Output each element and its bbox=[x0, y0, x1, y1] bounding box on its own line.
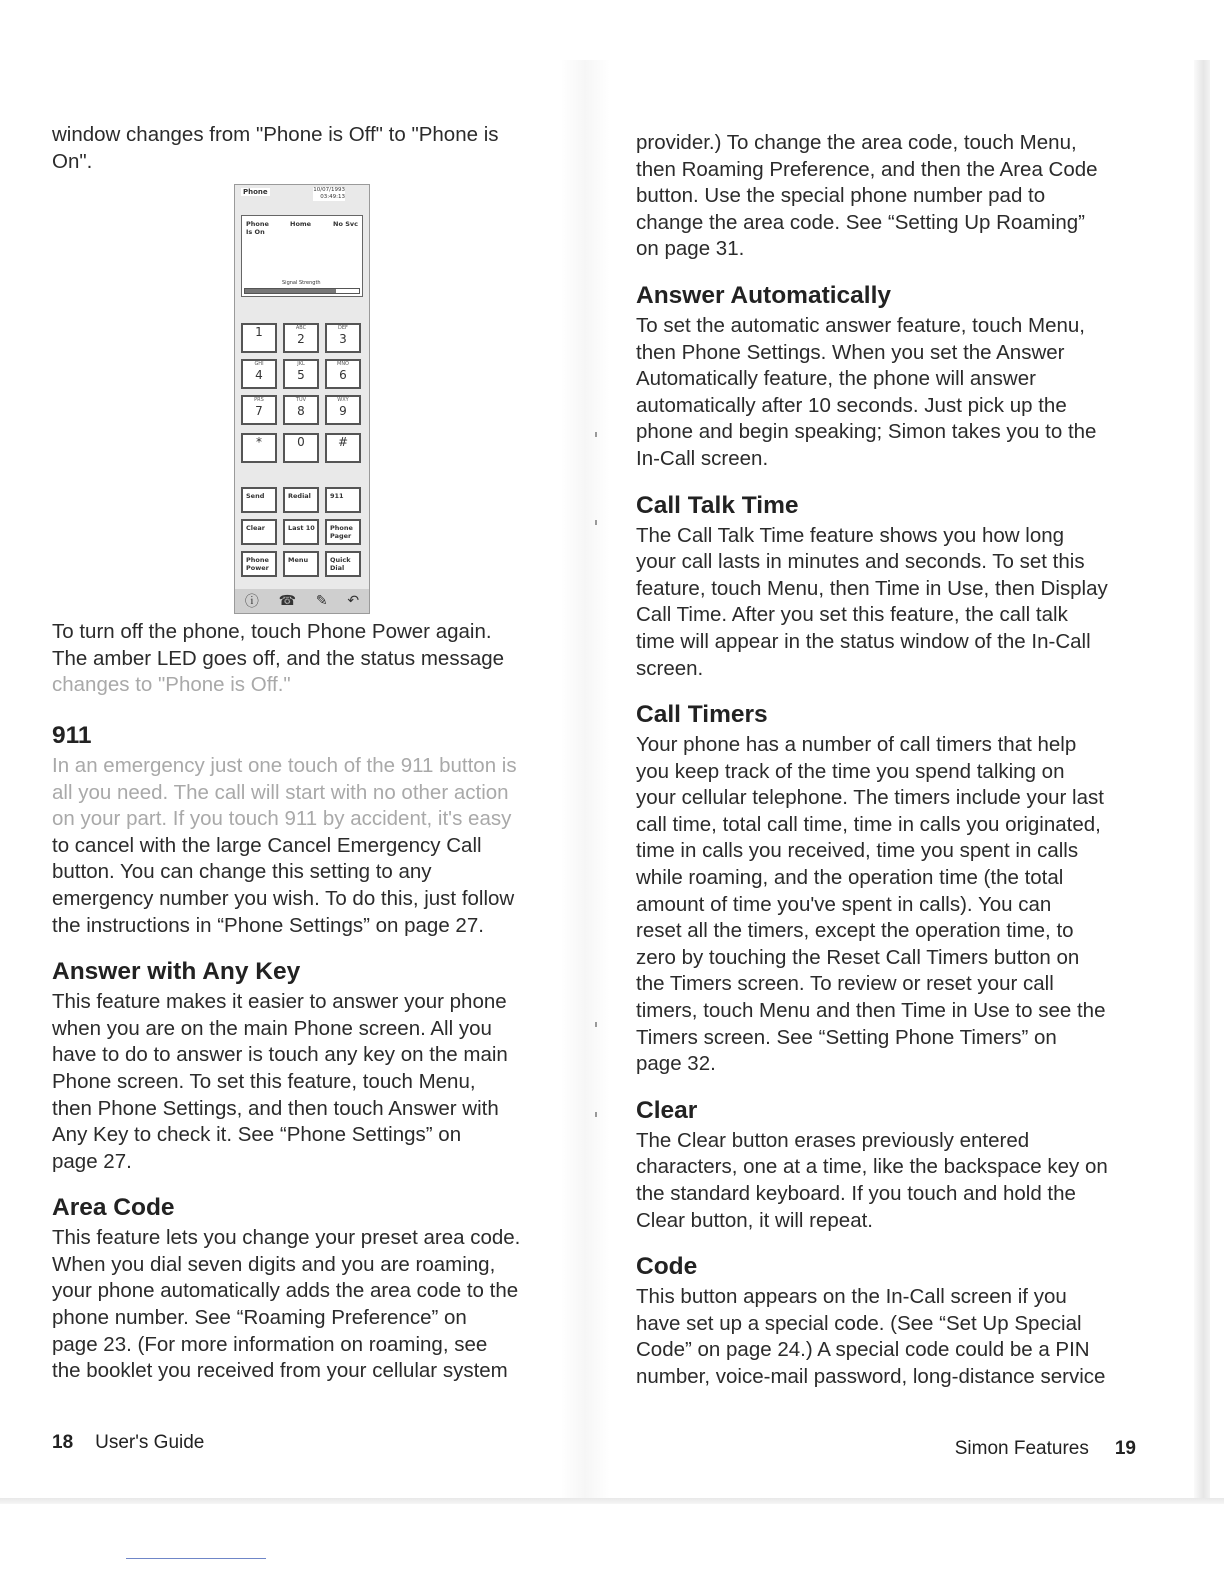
key-0[interactable]: 0 bbox=[283, 433, 319, 463]
clear-button[interactable]: Clear bbox=[241, 519, 277, 545]
page-edge bbox=[1194, 60, 1210, 1500]
key-4[interactable]: GHI 4 bbox=[241, 359, 277, 389]
signal-strength-label: Signal Strength bbox=[282, 280, 321, 286]
section-answer-automatically-text: To set the automatic answer feature, touch Menu, then Phone Settings. When you set the Answer Automatically feature, the phone will answer automatically after 10 seconds. Just pick up the phone and begin speaking; Simon takes you to the In-Call screen. bbox=[636, 313, 1097, 470]
last-10-button[interactable]: Last 10 bbox=[283, 519, 319, 545]
back-arrow-icon[interactable]: ↶ bbox=[347, 593, 360, 609]
scan-tick bbox=[595, 432, 597, 437]
power-off-text: To turn off the phone, touch Phone Power again. The amber LED goes off, and the status message changes to "Phone is Off." bbox=[52, 620, 505, 697]
phone-pager-button[interactable]: Phone Pager bbox=[325, 519, 361, 545]
section-heading-area-code: Area Code bbox=[52, 1194, 175, 1222]
service-indicator: No Svc bbox=[333, 220, 358, 228]
phone-icon[interactable]: ☎ bbox=[278, 593, 297, 609]
page-bottom-edge bbox=[0, 1498, 1224, 1504]
signal-strength-bar bbox=[244, 288, 360, 294]
key-7[interactable]: PRS 7 bbox=[241, 395, 277, 425]
section-area-code-text: This feature lets you change your preset area code. When you dial seven digits and you are roaming, your phone automatically adds the area code to the phone number. See “Roaming Preference” on page 23. (For more information on roaming, see the booklet you received from your cellular system bbox=[52, 1226, 521, 1383]
page-spread-shadow bbox=[560, 60, 610, 1500]
scan-tick bbox=[595, 1112, 597, 1117]
emergency-911-button[interactable]: 911 bbox=[325, 487, 361, 513]
left-footer-label: User's Guide bbox=[95, 1432, 205, 1453]
key-1[interactable]: 1 bbox=[241, 323, 277, 353]
right-footer-label: Simon Features bbox=[954, 1438, 1089, 1459]
section-call-timers-text: Your phone has a number of call timers that help you keep track of the time you spend talking on your cellular telephone. The timers include your last call time, total call time, time in calls you originated, time in calls you received, time you spent in calls while roaming, and the operation time (the total amount of time you've spent in calls). You can reset all the timers, except the operation time, to zero by touching the Reset Call Timers button on the Timers screen. To review or reset your call timers, touch Menu and then Time in Use to see the Timers screen. See “Setting Phone Timers” on page 32. bbox=[636, 733, 1106, 1076]
phone-screen-title: Phone bbox=[243, 188, 268, 196]
quick-dial-button[interactable]: Quick Dial bbox=[325, 551, 361, 577]
section-heading-call-timers: Call Timers bbox=[636, 701, 768, 729]
section-call-talk-time-text: The Call Talk Time feature shows you how long your call lasts in minutes and seconds. To set this feature, touch Menu, then Time in Use, then Display Call Time. After you set this feature, the call talk time will appear in the status window of the In-Call screen. bbox=[636, 523, 1108, 680]
continued-text: provider.) To change the area code, touch Menu, then Roaming Preference, and then the Area Code button. Use the special phone number pad to change the area code. See “Setting Up Roaming” on page 31. bbox=[636, 131, 1098, 261]
section-heading-code: Code bbox=[636, 1253, 698, 1281]
help-icon[interactable]: ⓘ bbox=[244, 594, 259, 610]
scan-tick bbox=[595, 1022, 597, 1027]
right-page-number: 19 bbox=[1114, 1438, 1136, 1459]
phone-screen-clock: 10/07/1993 03:49:13 bbox=[313, 187, 345, 200]
key-8[interactable]: TUV 8 bbox=[283, 395, 319, 425]
section-911-text: In an emergency just one touch of the 911 button is all you need. The call will start with no other action on your part. If you touch 911 by accident, it's easy to cancel with the large Cancel Emergency Call button. You can change this setting to any emergency number you wish. To do this, just follow the instructions in “Phone Settings” on page 27. bbox=[52, 753, 517, 937]
section-heading-call-talk-time: Call Talk Time bbox=[636, 491, 799, 519]
redial-button[interactable]: Redial bbox=[283, 487, 319, 513]
key-6[interactable]: MNO 6 bbox=[325, 359, 361, 389]
right-page-column bbox=[636, 130, 1146, 1391]
section-heading-answer-any-key: Answer with Any Key bbox=[52, 958, 301, 986]
left-page-number: 18 bbox=[52, 1432, 74, 1453]
intro-text: window changes from "Phone is Off" to "Phone is On". bbox=[52, 123, 499, 173]
send-button[interactable]: Send bbox=[241, 487, 277, 513]
phone-power-button[interactable]: Phone Power bbox=[241, 551, 277, 577]
bottom-icon-bar bbox=[235, 589, 369, 613]
notepad-icon[interactable]: ✎ bbox=[315, 593, 328, 609]
scan-mark bbox=[126, 1558, 266, 1559]
right-page-footer bbox=[955, 1438, 1136, 1460]
key-9[interactable]: WXY 9 bbox=[325, 395, 361, 425]
signal-strength-fill bbox=[245, 289, 336, 293]
section-code-text: This button appears on the In-Call screen if you have set up a special code. (See “Set Up Special Code” on page 24.) A special code could be a PIN number, voice-mail password, long-distance service bbox=[636, 1285, 1106, 1388]
phone-screen-figure bbox=[234, 184, 370, 614]
key-5[interactable]: JKL 5 bbox=[283, 359, 319, 389]
key-hash[interactable]: # bbox=[325, 433, 361, 463]
section-heading-answer-automatically: Answer Automatically bbox=[636, 281, 892, 309]
section-heading-clear: Clear bbox=[636, 1096, 698, 1124]
home-indicator: Home bbox=[290, 220, 312, 228]
status-window bbox=[241, 215, 363, 297]
section-heading-911: 911 bbox=[52, 721, 92, 749]
section-answer-any-key-text: This feature makes it easier to answer your phone when you are on the main Phone screen. All you have to do to answer is touch any key on the main Phone screen. To set this feature, touch Menu, then Phone Settings, and then touch Answer with Any Key to check it. See “Phone Settings” on page 27. bbox=[52, 990, 508, 1173]
left-page-footer bbox=[52, 1432, 204, 1454]
key-star[interactable]: * bbox=[241, 433, 277, 463]
scan-tick bbox=[595, 520, 597, 525]
section-clear-text: The Clear button erases previously entered characters, one at a time, like the backspace key on the standard keyboard. If you touch and hold the Clear button, it will repeat. bbox=[636, 1128, 1108, 1232]
key-2[interactable]: ABC 2 bbox=[283, 323, 319, 353]
key-3[interactable]: DEF 3 bbox=[325, 323, 361, 353]
menu-button[interactable]: Menu bbox=[283, 551, 319, 577]
phone-status-text: Phone Is On bbox=[246, 220, 269, 236]
